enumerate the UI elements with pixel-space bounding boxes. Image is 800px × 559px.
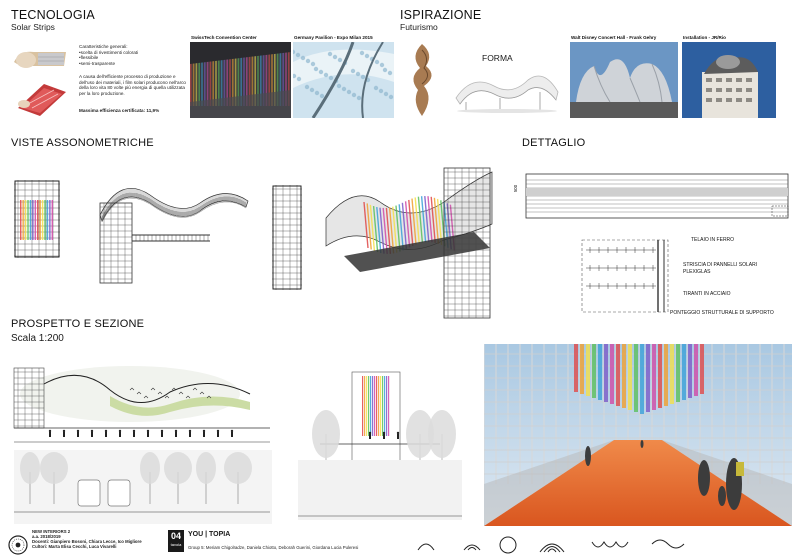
prospetto-scale: Scala 1:200 [11, 333, 64, 344]
footer-course: NEW INTERIORS 2 [32, 529, 71, 534]
shape-glyphs [412, 534, 702, 556]
swisstech-photo [190, 42, 291, 118]
feature-item: •scelta di rivestimenti colorati [79, 49, 139, 55]
s-curve-glyph-icon [652, 540, 684, 548]
prospetto-title: PROSPETTO E SEZIONE [11, 318, 145, 330]
tecnologia-subtitle: Solar Strips [11, 22, 55, 32]
disney-hall-photo [570, 42, 678, 118]
jr-installation-caption: Installation - JR/Rio [683, 35, 726, 40]
section-drawing [290, 354, 470, 526]
feature-item: •semi-trasparente [79, 60, 116, 66]
group-members: Group 5: Meriam Chigolradze, Daniela Chiotto, Deborah Guerini, Giordana Lucia Puleresi [188, 545, 359, 550]
arc-glyph-icon [418, 544, 434, 550]
efficiency-text: Massima efficienza certificata: 11,9% [79, 108, 160, 113]
axo-view-4 [324, 162, 494, 322]
germany-pavilion-caption: Germany Pavilion - Expo Milan 2015 [294, 35, 373, 40]
label-ponteggio: PONTEGGIO STRUTTURALE DI SUPPORTO [670, 310, 774, 316]
tecnologia-title: TECNOLOGIA [11, 8, 95, 22]
axo-tower-1 [14, 180, 60, 258]
project-name: YOU | TOPIA [188, 531, 231, 538]
tech-paragraph: A causa dell'efficiente processo di produzione e dell'uso dei materiali, i film solari producono nell'arco della loro vita 80 volte più energia di quella utilizzata per la loro produzione. [79, 74, 186, 96]
polimi-logo-icon [8, 535, 28, 555]
futurism-sculpture-image [404, 42, 444, 118]
forma-label: FORMA [482, 53, 513, 63]
features-block [79, 44, 187, 66]
features-list [79, 50, 187, 67]
forma-render [452, 66, 562, 114]
label-tiranti: TIRANTI IN ACCIAIO [683, 291, 731, 297]
label-telaio: TELAIO IN FERRO [691, 237, 735, 243]
dim-label: 500 [513, 184, 519, 193]
solar-strip-roll-photo [10, 44, 70, 74]
features-title: Caratteristiche generali: [79, 44, 128, 49]
solar-strip-panel-photo [10, 78, 70, 118]
footer-year: a.a. 2018/2019 [32, 534, 61, 539]
elevation-drawing [10, 354, 272, 526]
triple-arc-glyph-icon [540, 544, 564, 552]
ispirazione-title: ISPIRAZIONE [400, 8, 482, 22]
wave-glyph-icon [592, 542, 628, 547]
axo-view-2 [90, 155, 252, 285]
viste-title: VISTE ASSONOMETRICHE [11, 137, 154, 149]
label-plexiglas: PLEXIGLAS [683, 269, 711, 275]
jr-installation-photo [682, 42, 776, 118]
feature-item: •flessibile [79, 55, 99, 61]
detail-section [578, 236, 688, 318]
bridge-render [484, 344, 792, 526]
axo-tower-3 [272, 185, 302, 290]
ispirazione-subtitle: Futurismo [400, 22, 438, 32]
swisstech-caption: SwissTech Convention Center [191, 35, 257, 40]
detail-elevation [522, 170, 792, 222]
label-striscia: STRISCIA DI PANNELLI SOLARI [683, 262, 758, 268]
dettaglio-title: DETTAGLIO [522, 137, 586, 149]
circle-glyph-icon [500, 537, 516, 553]
double-arc-glyph-icon [464, 545, 480, 550]
disney-hall-caption: Walt Disney Concert Hall - Frank Gehry [571, 35, 657, 40]
footer-docenti: Docenti: Gianpiero Bosoni, Chiara Lecce, Ico Migliore [32, 539, 142, 544]
sheet-word: tavola [170, 542, 182, 547]
germany-pavilion-photo [293, 42, 394, 118]
sheet-number-box [168, 530, 184, 552]
sheet-number: 04 [170, 531, 181, 541]
footer-cultori: Cultori: Marta Elisa Cecchi, Luca Vivarelli [32, 544, 117, 549]
